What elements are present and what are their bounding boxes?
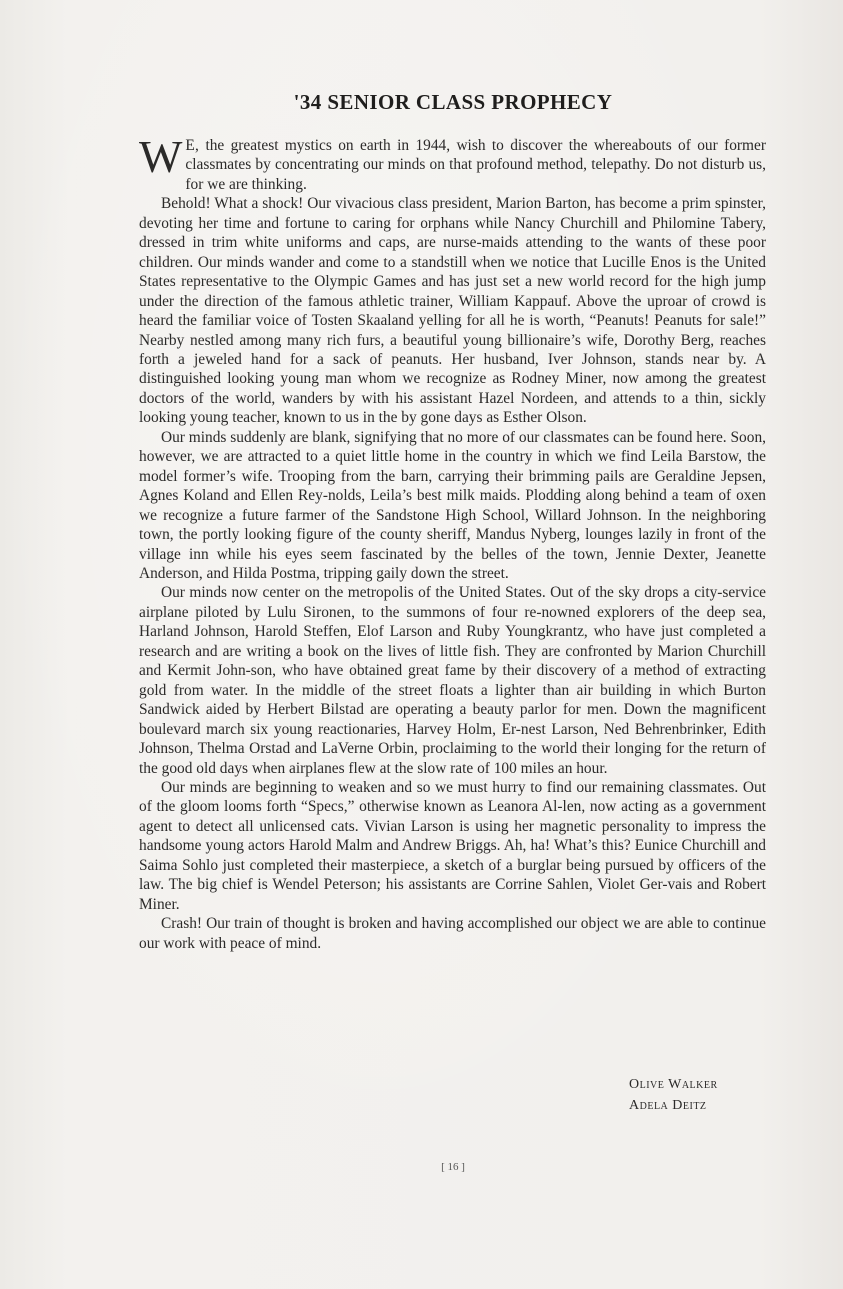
- paragraph-2: Behold! What a shock! Our vivacious class president, Marion Barton, has become a prim spinster, devoting her time and fortune to caring for orphans while Nancy Churchill and Philomine Tabery, dressed in trim white uniforms and caps, are nurse-maids attending to the wants of these poor children. Our minds wander and come to a standstill when we notice that Lucille Enos is the United States representative to the Olympic Games and has just set a new world record for the high jump under the direction of the famous athletic trainer, William Kappauf. Above the uproar of crowd is heard the familiar voice of Tosten Skaaland yelling for all he is worth, “Peanuts! Peanuts for sale!” Nearby nestled among many rich furs, a beautiful young billionaire’s wife, Dorothy Berg, reaches forth a jeweled hand for a sack of peanuts. Her husband, Iver Johnson, stands near by. A distinguished looking young man whom we recognize as Rodney Miner, now among the greatest doctors of the world, wanders by with his assistant Hazel Nordeen, and attends to a thin, sickly looking young teacher, known to us in the by gone days as Esther Olson.: [139, 195, 766, 427]
- author-name: Adela Deitz: [629, 1098, 707, 1113]
- paragraph-6: Crash! Our train of thought is broken and having accomplished our object we are able to continue our work with peace of mind.: [139, 915, 766, 952]
- author-signatures: [629, 1074, 718, 1116]
- page-number: [ 16 ]: [441, 1161, 465, 1173]
- page-title: '34 SENIOR CLASS PROPHECY: [293, 90, 613, 114]
- paragraph-1-text: the greatest mystics on earth in 1944, wish to discover the whereabouts of our former classmates by concentrating our minds on that profound method, telepathy. Do not disturb us, for we are thinking.: [185, 137, 766, 193]
- lead-in: E,: [185, 137, 200, 154]
- paragraph-1: [139, 131, 766, 194]
- paragraph-3: Our minds suddenly are blank, signifying that no more of our classmates can be found here. Soon, however, we are attracted to a quiet little home in the country in which we find Leila Barstow, the model former’s wife. Trooping from the barn, carrying their brimming pails are Geraldine Jepsen, Agnes Koland and Ellen Rey-nolds, Leila’s best milk maids. Plodding along behind a team of oxen we recognize a future farmer of the Sandstone High School, Willard Johnson. In the neighboring town, the portly looking figure of the county sheriff, Mandus Nyberg, lounges lazily in front of the village inn while his eyes seem fascinated by the belles of the town, Jennie Dexter, Jeanette Anderson, and Hilda Postma, tripping gaily down the street.: [139, 428, 766, 582]
- paragraph-5: Our minds are beginning to weaken and so we must hurry to find our remaining classmates. Out of the gloom looms forth “Specs,” otherwise known as Leanora Al-len, now acting as a government agent to detect all unlicensed cats. Vivian Larson is using her magnetic personality to impress the handsome young actors Harold Malm and Andrew Briggs. Ah, ha! What’s this? Eunice Churchill and Saima Sohlo just completed their masterpiece, a sketch of a burglar being pursued by officers of the law. The big chief is Wendel Peterson; his assistants are Corrine Sahlen, Violet Ger-vais and Robert Miner.: [139, 778, 766, 913]
- author-name: Olive Walker: [629, 1077, 718, 1092]
- prophecy-body: [139, 131, 766, 953]
- paragraph-4: Our minds now center on the metropolis of the United States. Out of the sky drops a city-service airplane piloted by Lulu Sironen, to the summons of four re-nowned explorers of the deep sea, Harland Johnson, Harold Steffen, Elof Larson and Ruby Youngkrantz, who have just completed a research and are writing a book on the lives of little fish. They are confronted by Marion Churchill and Kermit John-son, who have obtained great fame by their discovery of a method of extracting gold from water. In the middle of the street floats a lighter than air building in which Burton Sandwick aided by Herbert Bilstad are operating a beauty parlor for men. Down the magnificent boulevard march six young reactionaries, Harvey Holm, Er-nest Larson, Ned Behrenbrinker, Edith Johnson, Thelma Orstad and LaVerne Orbin, proclaiming to the world their longing for the return of the good old days when airplanes flew at the slow rate of 100 miles an hour.: [139, 584, 766, 777]
- drop-cap-letter: W: [139, 131, 183, 182]
